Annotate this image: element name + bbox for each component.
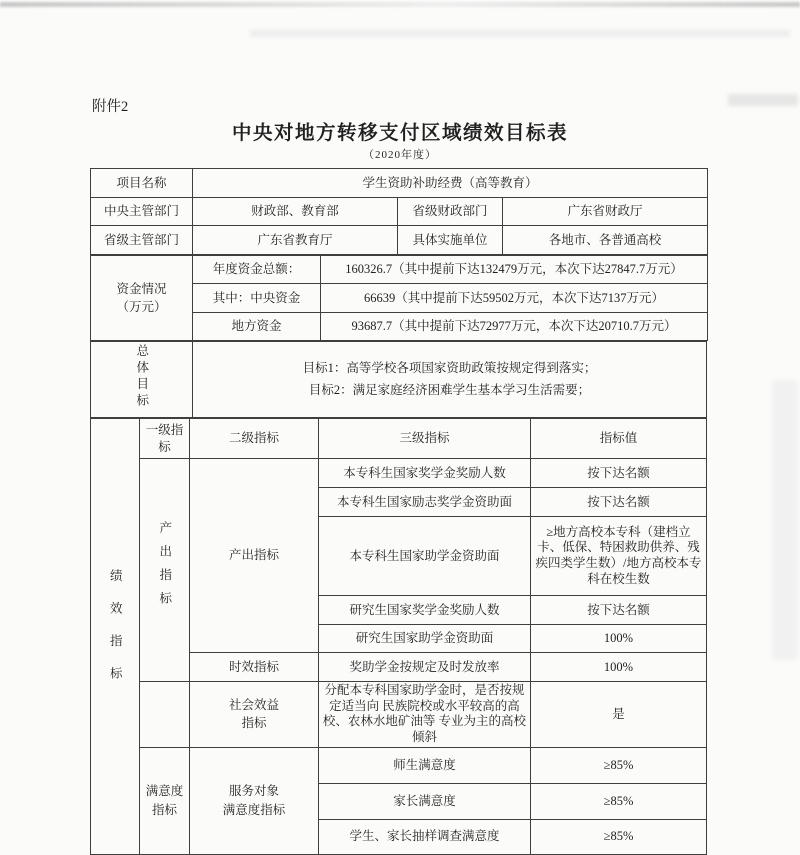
prov-finance-label: 省级财政部门: [398, 198, 503, 226]
indicator-cell: 奖助学金按规定及时发放率: [319, 653, 531, 682]
indicator-cell: 研究生国家奖学金奖励人数: [319, 596, 531, 625]
scan-artifact: [772, 380, 798, 660]
table-row: [91, 419, 707, 459]
impl-unit-value: 各地市、各普通高校: [503, 226, 708, 255]
project-info-table: [90, 168, 708, 255]
table-row: [91, 226, 708, 255]
level2-service-line: 满意度指标: [222, 802, 286, 817]
indicator-cell: 学生、家长抽样调查满意度: [319, 819, 531, 854]
scan-artifact: [728, 94, 798, 106]
table-row: [91, 747, 707, 783]
value-cell: 按下达名额: [531, 459, 707, 488]
project-name-value: 学生资助补助经费（高等教育）: [193, 169, 708, 198]
header-level3: 三级指标: [319, 419, 531, 459]
prov-dept-value: 广东省教育厅: [193, 226, 398, 255]
overall-goal-label: [91, 342, 193, 418]
funding-section-label: [91, 256, 193, 341]
header-level2: 二级指标: [190, 419, 319, 459]
overall-goal-label-text: 总体目标: [134, 344, 149, 411]
prov-dept-label: 省级主管部门: [91, 226, 193, 255]
funding-table: [90, 255, 708, 341]
level2-output-cell: 产出指标: [190, 459, 319, 653]
value-cell: 100%: [531, 653, 707, 682]
performance-label-text: 绩效指标: [108, 569, 123, 700]
table-row: [91, 342, 707, 418]
funding-central-label: 其中：中央资金: [193, 284, 321, 313]
overall-goal-table: [90, 341, 707, 418]
scan-artifact: [250, 30, 790, 37]
attachment-label: 附件2: [92, 99, 129, 115]
value-cell: ≥85%: [531, 747, 707, 783]
page-subtitle: （2020年度）: [363, 149, 437, 161]
table-row: [91, 169, 708, 198]
performance-target-table: [90, 168, 707, 855]
goal-line-2: 目标2：满足家庭经济困难学生基本学习生活需要；: [308, 382, 591, 397]
header-target-value: 指标值: [531, 419, 707, 459]
value-cell: 100%: [531, 625, 707, 653]
level2-service-line: 服务对象: [228, 784, 279, 799]
value-cell: ≥85%: [531, 819, 707, 854]
performance-indicators-table: [90, 418, 707, 855]
central-dept-value: 财政部、教育部: [193, 198, 398, 226]
level2-timeliness-cell: 时效指标: [190, 653, 319, 682]
indicator-cell: 师生满意度: [319, 747, 531, 783]
level2-social-cell: [190, 682, 319, 748]
level1-output-cell: [140, 459, 190, 682]
table-row: [91, 198, 708, 226]
level1-satisfaction-line: 满意度: [145, 784, 184, 799]
header-level1: 一级指标: [140, 419, 190, 459]
value-cell: 按下达名额: [531, 488, 707, 517]
value-cell: ≥地方高校本专科（建档立卡、低保、特困救助供养、残 疾四类学生数）/地方高校本专科在校生数: [531, 517, 707, 596]
table-row: [91, 256, 708, 284]
level2-service-cell: [190, 747, 319, 854]
indicator-cell: 研究生国家助学金资助面: [319, 625, 531, 653]
impl-unit-label: 具体实施单位: [398, 226, 503, 255]
value-cell: 按下达名额: [531, 596, 707, 625]
indicator-cell: 家长满意度: [319, 783, 531, 819]
indicator-cell: 本专科生国家奖学金奖励人数: [319, 459, 531, 488]
prov-finance-value: 广东省财政厅: [503, 198, 708, 226]
overall-goal-content: [193, 342, 707, 418]
level1-output-text: 产出指标: [157, 520, 172, 615]
performance-section-label: [91, 419, 140, 855]
level2-social-line: 指标: [241, 716, 267, 731]
project-name-label: 项目名称: [91, 169, 193, 198]
indicator-cell: 本专科生国家助学金资助面: [319, 517, 531, 596]
indicator-cell: 分配本专科国家助学金时，是否按规定适当向 民族院校或水平较高的高校、农林水地矿油等 专业为主的高校倾斜: [319, 682, 531, 748]
value-cell: ≥85%: [531, 783, 707, 819]
funding-total-value: 160326.7（其中提前下达132479万元，本次下达27847.7万元）: [321, 256, 708, 284]
level1-empty-cell: [140, 682, 190, 748]
funding-local-value: 93687.7（其中提前下达72977万元，本次下达20710.7万元）: [321, 313, 708, 341]
funding-label-line: 资金情况: [116, 281, 167, 296]
funding-central-value: 66639（其中提前下达59502万元，本次下达7137万元）: [321, 284, 708, 313]
funding-label-line: （万元）: [116, 300, 167, 314]
value-cell: 是: [531, 682, 707, 748]
funding-total-label: 年度资金总额：: [193, 256, 321, 284]
level1-satisfaction-cell: [140, 747, 190, 854]
funding-local-label: 地方资金: [193, 313, 321, 341]
level1-satisfaction-line: 指标: [151, 802, 177, 817]
table-row: [91, 459, 707, 488]
table-row: [91, 682, 707, 748]
scan-artifact: [0, 2, 800, 7]
level2-social-line: 社会效益: [228, 698, 279, 713]
central-dept-label: 中央主管部门: [91, 198, 193, 226]
goal-line-1: 目标1：高等学校各项国家资助政策按规定得到落实；: [302, 360, 597, 375]
indicator-cell: 本专科生国家励志奖学金资助面: [319, 488, 531, 517]
page-title: 中央对地方转移支付区域绩效目标表: [231, 123, 568, 144]
